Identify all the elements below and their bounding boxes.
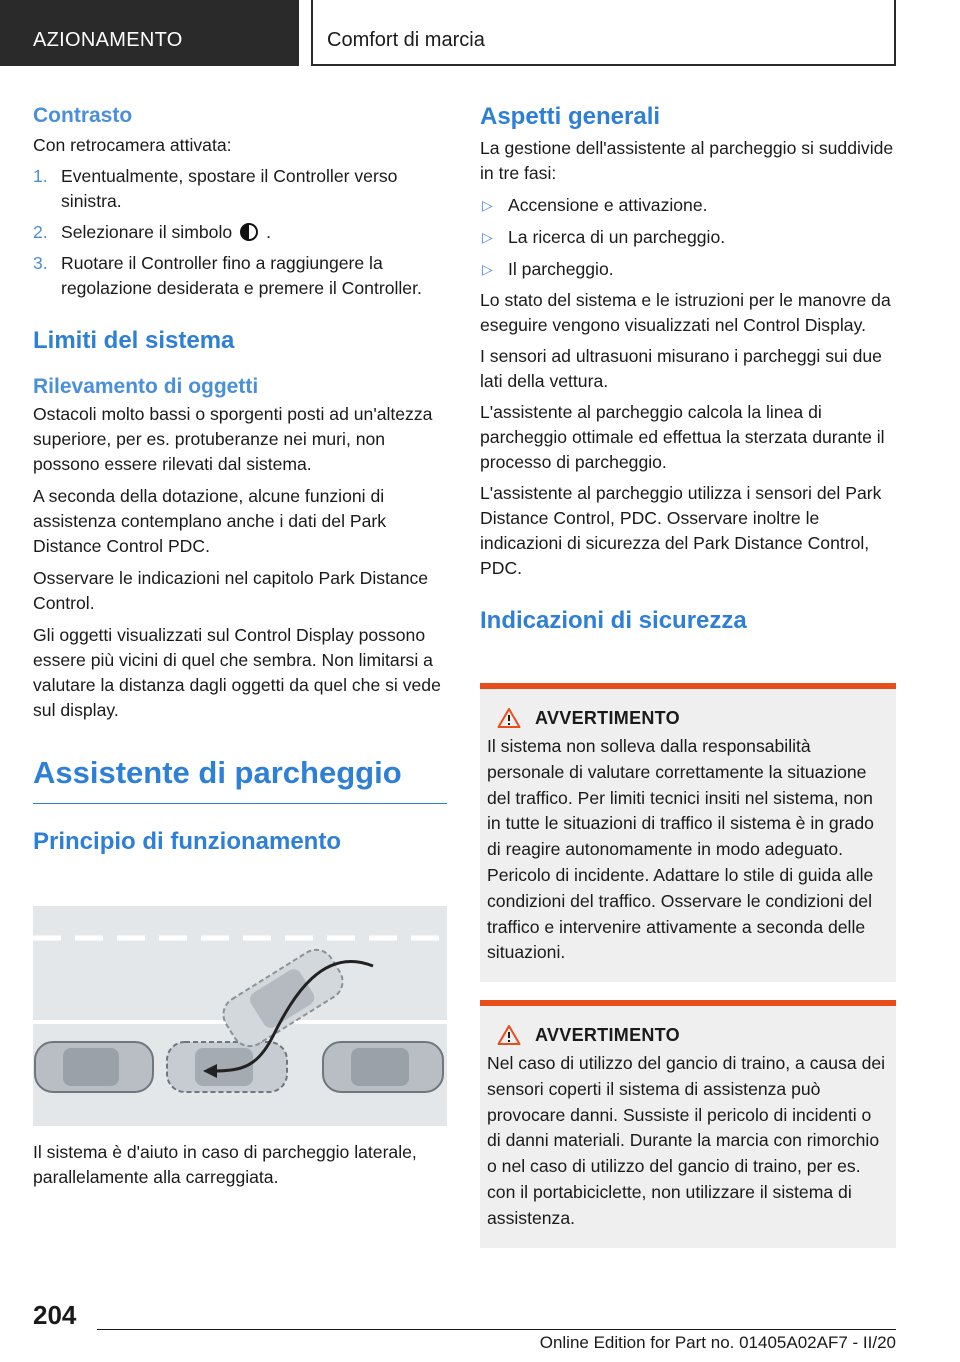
bullet-triangle-icon: ▷ <box>482 229 493 245</box>
step-text: Selezionare il simbolo <box>61 222 233 242</box>
contrast-intro: Con retrocamera attivata: <box>33 135 232 155</box>
paragraph: Osservare le indicazioni nel capitolo Park Distance Control. <box>33 568 429 613</box>
parked-car-left <box>35 1042 153 1092</box>
warning-triangle-icon <box>497 1024 521 1046</box>
paragraph: Gli oggetti visualizzati sul Control Display possono essere più vicini di quel che sembra. Non limitarsi a valutare la distanza dagli oggetti da quel che si vede sul display. <box>33 625 441 720</box>
warning-box <box>480 683 896 982</box>
list-item <box>480 225 896 250</box>
general-intro: La gestione dell'assistente al parcheggio si suddivide in tre fasi: <box>480 138 894 183</box>
parked-car-right <box>323 1042 443 1092</box>
warning-title <box>487 1024 888 1046</box>
warning-title <box>487 707 888 729</box>
list-item <box>33 251 447 301</box>
limits-heading: Limiti del sistema <box>33 327 235 354</box>
step-number: 2. <box>33 222 48 242</box>
own-car <box>167 1042 287 1092</box>
parking-diagram <box>33 906 447 1126</box>
list-item <box>33 164 447 214</box>
edition-note: Online Edition for Part no. 01405A02AF7 - II/20 <box>539 1333 896 1352</box>
chapter-tab <box>311 0 896 66</box>
heading-divider <box>33 803 447 804</box>
section-tab <box>0 0 299 66</box>
contrast-icon <box>240 223 258 241</box>
parking-assistant-heading: Assistente di parcheggio <box>33 755 402 790</box>
step-text-end: . <box>266 222 272 242</box>
warning-label: AVVERTIMENTO <box>535 1024 680 1045</box>
chapter-title: Comfort di marcia <box>327 29 485 51</box>
bullet-triangle-icon: ▷ <box>482 261 493 277</box>
right-column <box>480 100 896 635</box>
list-item <box>480 257 896 282</box>
warning-text: Nel caso di utilizzo del gancio di traino, a causa dei sensori coperti il sistema di assistenza può provocare danni. Sussiste il pericolo di incidenti o di danni materiali. Durante la marcia con rimorchio o nel caso di utilizzo del gancio di traino, per es. con il portabiciclette, non utilizzare il sistema di assistenza. <box>487 1053 886 1228</box>
step-text: Ruotare il Controller fino a raggiungere la regolazione desiderata e premere il Controller. <box>61 253 422 298</box>
warning-label: AVVERTIMENTO <box>535 707 680 728</box>
paragraph: L'assistente al parcheggio utilizza i sensori del Park Distance Control, PDC. Osservare inoltre le indicazioni di sicurezza del Park Distance Control, PDC. <box>480 483 882 578</box>
footer-divider <box>97 1329 896 1330</box>
parking-illustration <box>33 906 447 1126</box>
contrast-steps <box>33 164 447 301</box>
paragraph: Lo stato del sistema e le istruzioni per le manovre da eseguire vengono visualizzati nel Control Display. <box>480 290 891 335</box>
principle-heading: Principio di funzionamento <box>33 828 341 855</box>
contrast-heading: Contrasto <box>33 104 133 127</box>
paragraph: Ostacoli molto bassi o sporgenti posti ad un'altezza superiore, per es. protuberanze nei muri, non possono essere rilevati dal sistema. <box>33 404 433 474</box>
bullet-triangle-icon: ▷ <box>482 197 493 213</box>
list-item <box>33 220 447 245</box>
warning-triangle-icon <box>497 707 521 729</box>
section-title: AZIONAMENTO <box>33 29 183 51</box>
left-column <box>33 100 447 856</box>
phase-text: La ricerca di un parcheggio. <box>508 227 726 247</box>
list-item <box>480 193 896 218</box>
paragraph: I sensori ad ultrasuoni misurano i parcheggi sui due lati della vettura. <box>480 346 882 391</box>
safety-heading: Indicazioni di sicurezza <box>480 607 747 634</box>
phase-list <box>480 193 896 282</box>
step-number: 3. <box>33 253 48 273</box>
warning-text: Il sistema non solleva dalla responsabilità personale di valutare correttamente la situazione del traffico. Per limiti tecnici insiti nel sistema, non in tutte le situazioni di traffico il sistema è in grado di reagire autonomamente in modo adeguato. Pericolo di incidente. Adattare lo stile di guida alle condizioni del traffico. Osservare le condizioni del traffico e intervenire attivamente a seconda delle situazioni. <box>487 736 874 963</box>
general-heading: Aspetti generali <box>480 103 661 130</box>
warning-box <box>480 1000 896 1248</box>
page-number: 204 <box>33 1300 77 1330</box>
step-number: 1. <box>33 166 48 186</box>
phase-text: Accensione e attivazione. <box>508 195 708 215</box>
detection-heading: Rilevamento di oggetti <box>33 375 259 398</box>
step-text: Eventualmente, spostare il Controller verso sinistra. <box>61 166 398 211</box>
paragraph: A seconda della dotazione, alcune funzioni di assistenza contemplano anche i dati del Park Distance Control PDC. <box>33 486 387 556</box>
figure-caption: Il sistema è d'aiuto in caso di parcheggio laterale, parallelamente alla carreggiata. <box>33 1142 417 1187</box>
phase-text: Il parcheggio. <box>508 259 614 279</box>
paragraph: L'assistente al parcheggio calcola la linea di parcheggio ottimale ed effettua la sterzata durante il processo di parcheggio. <box>480 402 885 472</box>
